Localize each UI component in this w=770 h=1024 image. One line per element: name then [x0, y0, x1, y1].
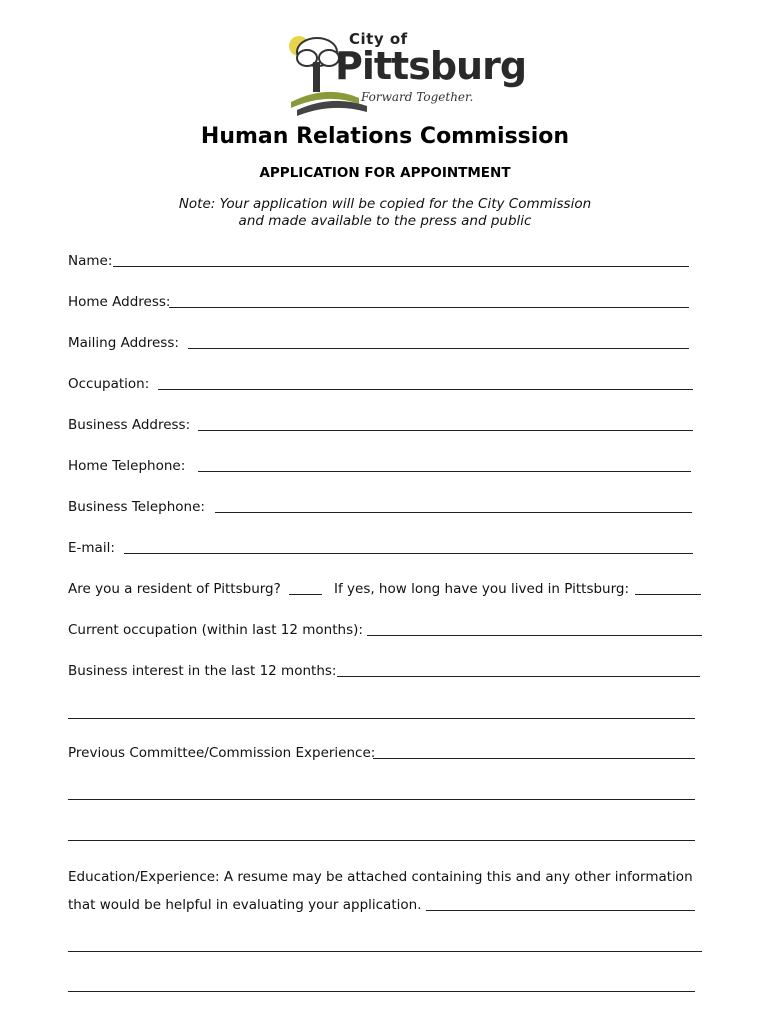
occupation-field[interactable]: [158, 389, 693, 390]
business-telephone-label: Business Telephone:: [68, 499, 205, 515]
home-telephone-field[interactable]: [198, 471, 691, 472]
education-label-line-1: Education/Experience: A resume may be attached containing this and any other information: [68, 869, 693, 885]
education-label-line-2: that would be helpful in evaluating your application.: [68, 897, 422, 913]
current-occupation-field[interactable]: [367, 635, 702, 636]
previous-experience-field-line-2[interactable]: [68, 799, 695, 800]
page-title: Human Relations Commission: [200, 124, 570, 149]
logo-city-name: Pittsburg: [335, 44, 527, 88]
mailing-address-label: Mailing Address:: [68, 335, 179, 351]
previous-experience-field[interactable]: [373, 758, 695, 759]
note-line-2: and made available to the press and public: [238, 213, 532, 229]
education-field[interactable]: [426, 910, 695, 911]
note-line-1: Note: Your application will be copied for the City Commission: [178, 196, 592, 212]
occupation-label: Occupation:: [68, 376, 150, 392]
business-telephone-field[interactable]: [215, 512, 692, 513]
form-note: [0, 196, 770, 230]
home-address-label: Home Address:: [68, 294, 171, 310]
resident-answer-field[interactable]: [289, 594, 322, 595]
email-field[interactable]: [124, 553, 693, 554]
mailing-address-field[interactable]: [188, 348, 689, 349]
previous-experience-field-line-3[interactable]: [68, 840, 695, 841]
form-subtitle: APPLICATION FOR APPOINTMENT: [259, 165, 511, 181]
education-field-line-2[interactable]: [68, 951, 702, 952]
business-address-field[interactable]: [198, 430, 693, 431]
business-interest-field-line-2[interactable]: [68, 718, 695, 719]
how-long-answer-field[interactable]: [635, 594, 701, 595]
name-label: Name:: [68, 253, 113, 269]
current-occupation-label: Current occupation (within last 12 months):: [68, 622, 363, 638]
name-field[interactable]: [113, 266, 689, 267]
business-address-label: Business Address:: [68, 417, 191, 433]
email-label: E-mail:: [68, 540, 115, 556]
business-interest-field[interactable]: [337, 676, 700, 677]
business-interest-label: Business interest in the last 12 months:: [68, 663, 337, 679]
home-address-field[interactable]: [169, 307, 689, 308]
home-telephone-label: Home Telephone:: [68, 458, 186, 474]
previous-experience-label: Previous Committee/Commission Experience:: [68, 745, 376, 761]
education-field-line-3[interactable]: [68, 991, 695, 992]
logo-city-of: City of: [349, 30, 408, 48]
city-logo: [287, 28, 527, 116]
resident-question-label: Are you a resident of Pittsburg?: [68, 581, 281, 597]
how-long-question-label: If yes, how long have you lived in Pittsburg:: [334, 581, 630, 597]
logo-tagline: Forward Together.: [361, 90, 474, 104]
